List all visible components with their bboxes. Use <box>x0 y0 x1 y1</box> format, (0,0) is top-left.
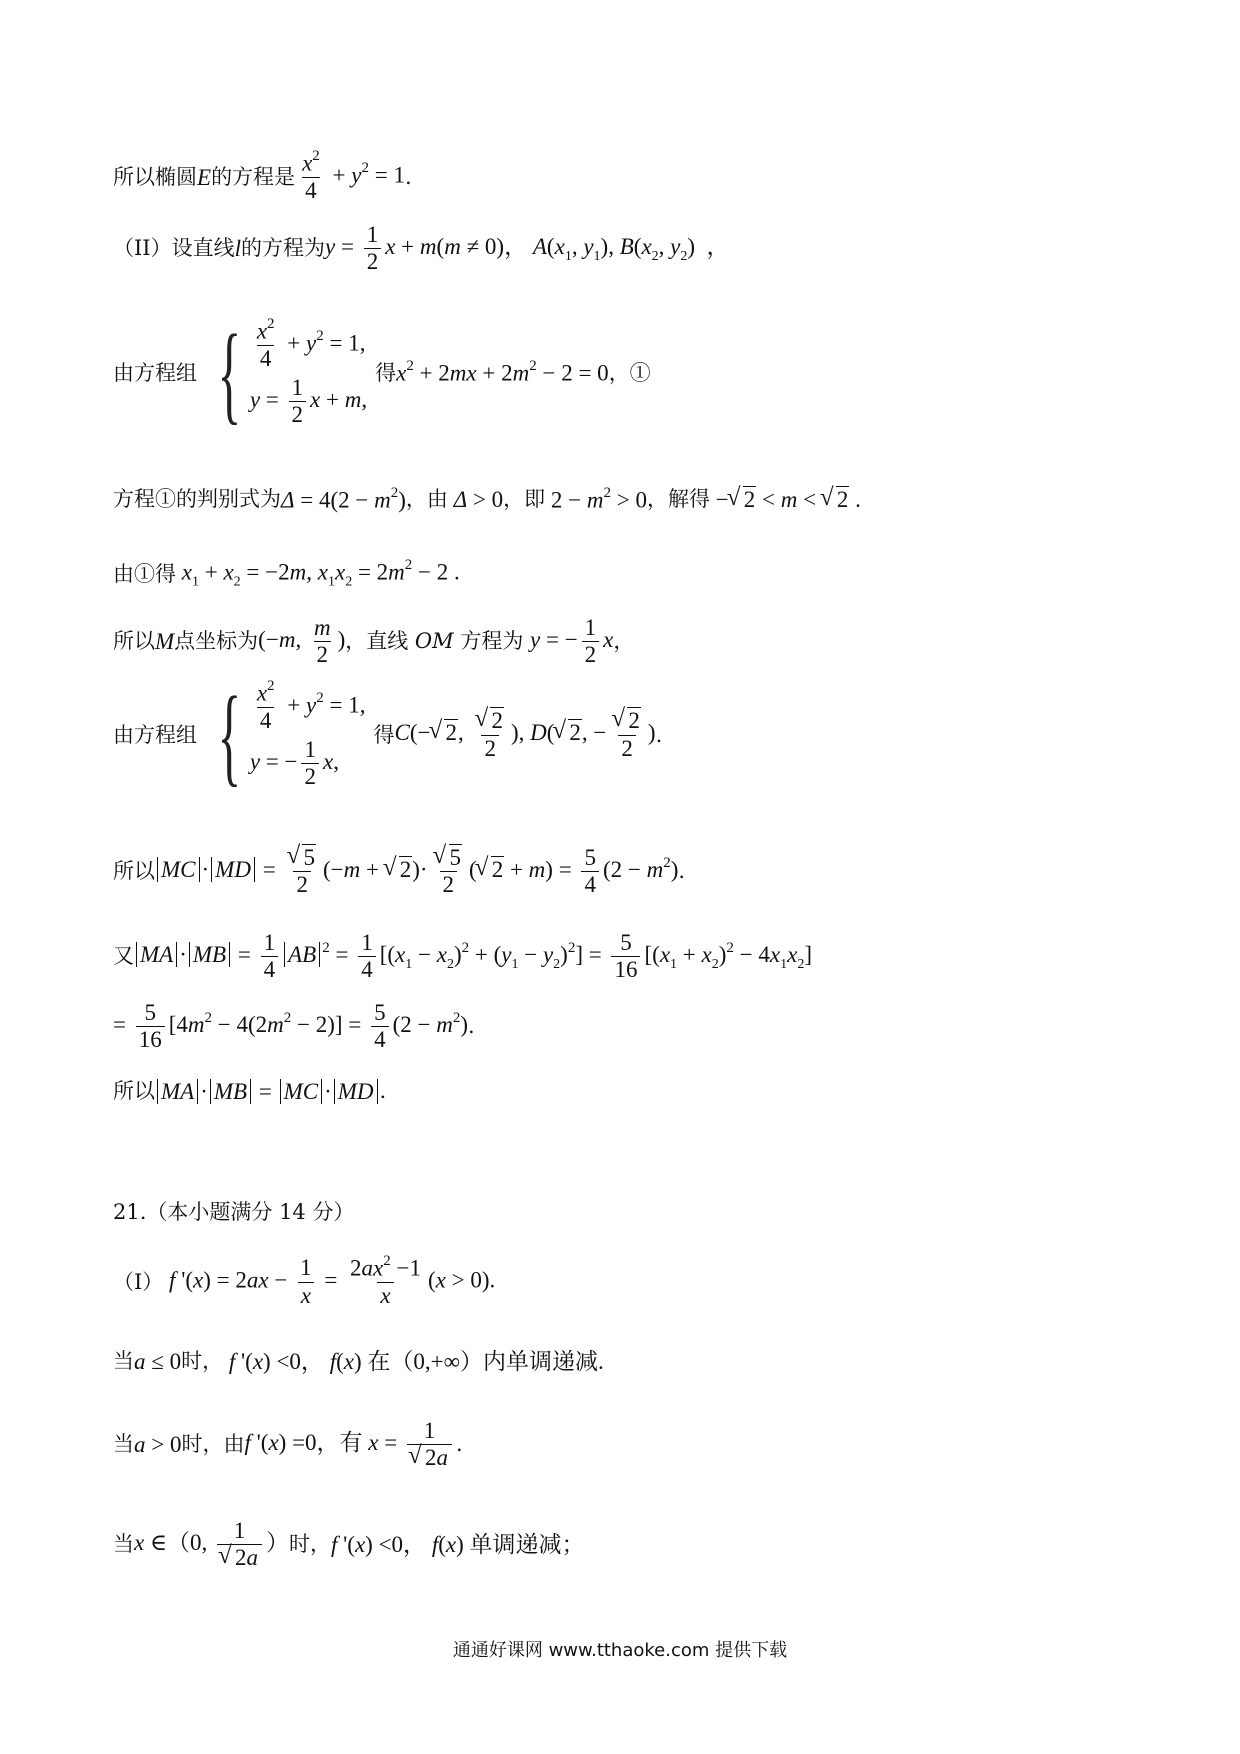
line-case-a-nonpositive: 当 a ≤ 0 时， f '(x) <0， f(x) 在（0,+∞）内单调递减. <box>113 1349 604 1374</box>
line-system-2: 由方程组 { $\frac{x^2}{4}$ + $y^2 = 1$, y = − $\frac{1}{2}$ x, 得 C(−√ 2, √ $\frac{2}{2}$ ), D(√ 2, − √ $\frac{2}{2}$ ) . <box>113 680 662 790</box>
line-vieta: 由①得 $x_1 + x_2 = -2m$, $x_1x_2 = 2m^2 - 2$ . <box>113 557 460 590</box>
page-footer: 通通好课网 www.tthaoke.com 提供下载 <box>452 1640 788 1661</box>
line-discriminant: 方程①的判别式为 $\Delta = 4(2 - m^2)$ ，由 Δ > 0 ，即 $2 - m^2 > 0$ ，解得 −√ 2 < m < √ 2 . <box>113 488 861 512</box>
math-ellipse: $\frac{x^2}{4}$ + $y^2 = 1$ <box>302 148 405 204</box>
section-heading-21: 21.（本小题满分 14 分） <box>113 1200 355 1224</box>
line-conclusion: 所以 MA · MB = MC · MD . <box>113 1079 387 1104</box>
line-decreasing-interval: 当 x ∈（0, 1 √ 2a ） 时， f '(x) <0， f(x) 单调递减； <box>113 1518 585 1572</box>
equation-system: { $\frac{x^2}{4}$ + $y^2 = 1$, y = $\frac{1}{2}$ x + m, <box>217 312 368 435</box>
line-ellipse-equation: 所以椭圆 E 的方程是 $\frac{x^2}{4}$ + $y^2 = 1$ . <box>113 148 412 204</box>
math-line-equation: y = $\frac{1}{2}$ x + m(m ≠ 0)， $A(x_1$, $y_1$), $B(x_2$, $y_2$) ， <box>324 222 730 275</box>
line-derivative: （I） f '(x) = 2ax − $\frac{1}{x}$ = $\frac{2ax^2 -1}{x}$ (x > 0). <box>113 1253 496 1309</box>
line-part-ii: （II）设直线 l 的方程为 y = $\frac{1}{2}$ x + m(m ≠ 0)， $A(x_1$, $y_1$), $B(x_2$, $y_2$) ， <box>113 222 730 275</box>
equation-system: { $\frac{x^2}{4}$ + $y^2 = 1$, y = − $\frac{1}{2}$ x, <box>217 674 366 797</box>
line-mc-md: 所以 MC · MD = √ $\frac{5}{2}$ (−m + √ 2)· √ $\frac{5}{2}$ (√ 2 + m) = $\frac{5}{4}$ $(2 - m^2)$ . <box>113 845 685 899</box>
line-case-a-positive: 当 a > 0 时，由 f '(x) =0，有 x = 1 √ 2a . <box>113 1418 463 1472</box>
line-ma-mb-cont: = $\frac{5}{16}$ $[4m^2 - 4(2m^2 - 2)]$ = $\frac{5}{4}$ $(2 - m^2)$ . <box>113 1000 475 1053</box>
line-ma-mb: 又 MA · MB = $\frac{1}{4}$ AB $^2$ = $\frac{1}{4}$ $[(x_1 - x_2)^2 + (y_1 - y_2)^2]$ = $\frac{5}{16}$ $[(x_1 + x_2)^2 - 4x_1x_2]$ <box>113 930 812 983</box>
line-point-m: 所以 M 点坐标为 (−m, $\frac{m}{2}$ ) ，直线 OM 方程为 y = − $\frac{1}{2}$ x ， <box>113 615 635 668</box>
line-system-1: 由方程组 { $\frac{x^2}{4}$ + $y^2 = 1$, y = $\frac{1}{2}$ x + m, 得 $x^2 + 2mx + 2m^2 - 2 = 0$ ，① <box>113 312 651 435</box>
